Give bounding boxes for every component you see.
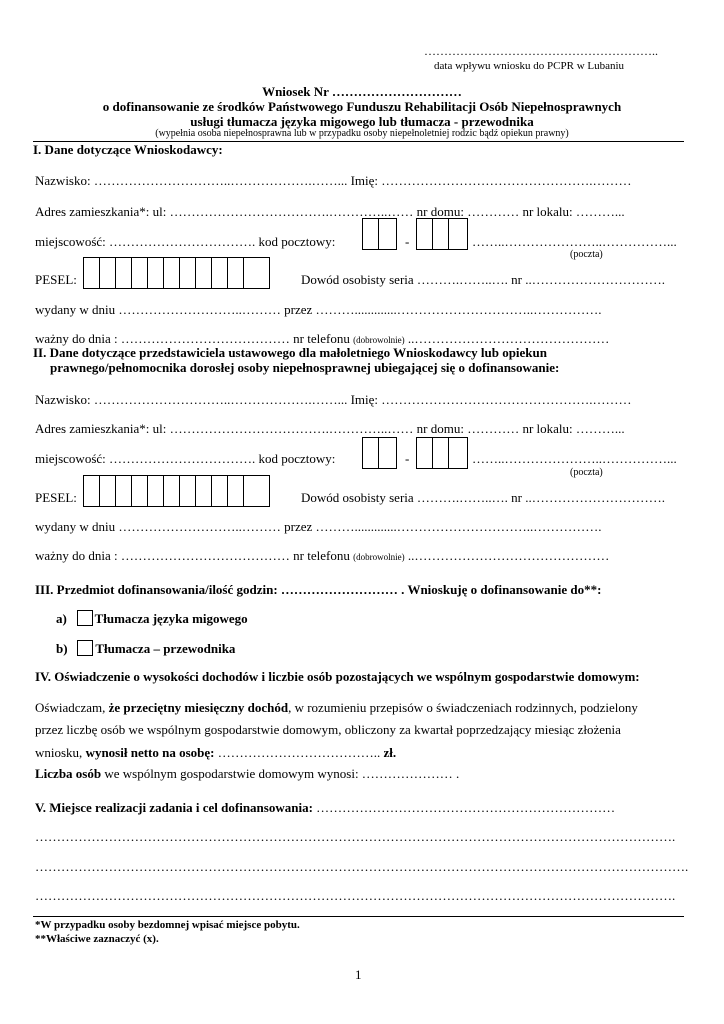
applicant-issued-field[interactable]: wydany w dniu ………………………..……… przez ……….............…………………………..……………. [35,302,602,317]
footnote-divider [33,916,684,917]
form-instruction: (wypełnia osoba niepełnosprawna lub w przypadku osoby niepełnoletniej rodzic bądź opiekun prawny) [155,128,569,139]
form-title: Wniosek Nr ………………………… [262,84,462,99]
purpose-line-3[interactable]: …………………………………………………………………………………………………………………………………. [35,888,676,903]
purpose-line-1[interactable]: …………………………………………………………………………………………………………………………………. [35,829,676,844]
guardian-city-field[interactable]: miejscowość: ……………………………. kod pocztowy: [35,451,336,466]
section-4-heading: IV. Oświadczenie o wysokości dochodów i liczbie osób pozostających we wspólnym gospodarstwie domowym: [35,669,640,684]
applicant-city-field[interactable]: miejscowość: ……………………………. kod pocztowy: [35,234,336,249]
guardian-id-card-field[interactable]: Dowód osobisty seria ……….……..…. nr ..…………………………. [301,490,665,505]
checkbox[interactable] [77,610,93,626]
guardian-address-field[interactable]: Adres zamieszkania*: ul: ……………………………….…………..…… nr domu: ………… nr lokalu: ………... [35,421,625,436]
footnote-2: **Właściwe zaznaczyć (x). [35,933,159,945]
form-subtitle: o dofinansowanie ze środków Państwowego Funduszu Rehabilitacji Osób Niepełnosprawnych [102,99,622,114]
applicant-postal-code-part2[interactable] [416,218,468,250]
section-1-heading: I. Dane dotyczące Wnioskodawcy: [33,142,223,157]
section-2-heading: II. Dane dotyczące przedstawiciela ustawowego dla małoletniego Wnioskodawcy lub opiekun [33,345,547,360]
applicant-valid-field[interactable]: ważny do dnia : ………………………………… nr telefonu (dobrowolnie) ..……………………………………… [35,331,610,346]
receipt-date-dots: ………………………………………………….. [424,44,658,58]
option-guide-interpreter[interactable]: b) Tłumacza – przewodnika [56,641,236,656]
guardian-post-office-field[interactable]: ……..…………………..……………... [472,451,677,466]
guardian-pesel-boxes[interactable] [83,475,270,507]
guardian-postal-code-part2[interactable] [416,437,468,469]
applicant-postal-code-part1[interactable] [362,218,397,250]
section-3-heading: III. Przedmiot dofinansowania/ilość godzin: ……………………… . Wnioskuję o dofinansowanie do**: [35,582,602,597]
income-statement-line3[interactable]: wniosku, wynosił netto na osobę: ……………………………….. zł. [35,745,397,760]
post-office-label: (poczta) [570,249,603,260]
purpose-line-2[interactable]: ……………………………………………………………………………………………………………………………………. [35,859,689,874]
household-count-field[interactable]: Liczba osób we wspólnym gospodarstwie domowym wynosi: ………………… . [35,766,460,781]
income-statement-line1: Oświadczam, że przeciętny miesięczny dochód, w rozumieniu przepisów o świadczeniach rodzinnych, podzielony [35,700,638,715]
pesel-label: PESEL: [35,272,77,287]
receipt-date-label: data wpływu wniosku do PCPR w Lubaniu [434,60,625,72]
applicant-address-field[interactable]: Adres zamieszkania*: ul: ……………………………….…………..…… nr domu: ………… nr lokalu: ………... [35,204,625,219]
option-sign-language[interactable]: a) Tłumacza języka migowego [56,611,248,626]
applicant-surname-field[interactable]: Nazwisko: …………………………..……………….……... Imię: ………………………………………….……… [35,173,632,188]
section-2-heading-cont: prawnego/pełnomocnika dorosłej osoby niepełnosprawnej ubiegającej się o dofinansowanie: [50,360,560,375]
guardian-valid-field[interactable]: ważny do dnia : ………………………………… nr telefonu (dobrowolnie) ..……………………………………… [35,548,610,563]
section-5-heading[interactable]: V. Miejsce realizacji zadania i cel dofinansowania: …………………………………………………………… [35,800,616,815]
postal-dash: - [405,451,410,466]
applicant-pesel-boxes[interactable] [83,257,270,289]
footnote-1: *W przypadku osoby bezdomnej wpisać miejsce pobytu. [35,919,300,931]
guardian-issued-field[interactable]: wydany w dniu ………………………..……… przez ……….............…………………………..……………. [35,519,602,534]
postal-dash: - [405,234,410,249]
guardian-surname-field[interactable]: Nazwisko: …………………………..……………….……... Imię: ………………………………………….……… [35,392,632,407]
guardian-postal-code-part1[interactable] [362,437,397,469]
form-subtitle-2: usługi tłumacza języka migowego lub tłumacza - przewodnika [190,114,534,129]
applicant-post-office-field[interactable]: ……..…………………..……………... [472,234,677,249]
page-number: 1 [355,967,362,982]
checkbox[interactable] [77,640,93,656]
post-office-label: (poczta) [570,467,603,478]
applicant-id-card-field[interactable]: Dowód osobisty seria ……….……..…. nr ..…………………………. [301,272,665,287]
pesel-label: PESEL: [35,490,77,505]
income-statement-line2: przez liczbę osób we wspólnym gospodarstwie domowym, obliczony za kwartał poprzedzający miesiąc złożenia [35,722,621,737]
